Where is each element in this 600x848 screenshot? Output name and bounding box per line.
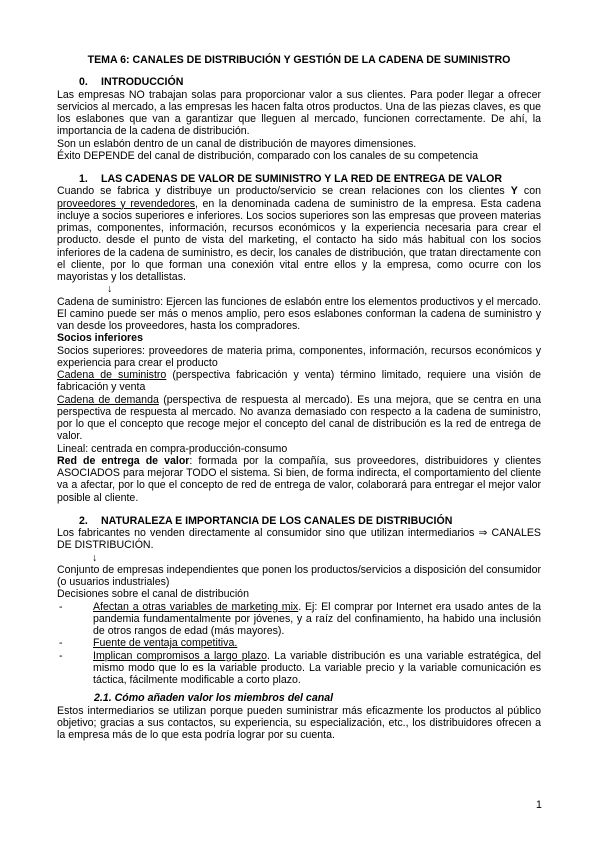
document-title: TEMA 6: CANALES DE DISTRIBUCIÓN Y GESTIÓN DE LA CADENA DE SUMINISTRO: [87, 54, 511, 66]
section-1-heading: [57, 173, 541, 185]
paragraph: Cadena de suministro: Ejercen las funciones de eslabón entre los elementos productivos y el mercado. El camino puede ser más o menos amplio, pero esos eslabones conforman la cadena de suministro y van desde los proveedores, hasta los compradores.: [57, 295, 541, 332]
paragraph: Conjunto de empresas independientes que ponen los productos/servicios a disposición del consumidor (o usuarios industriales): [57, 563, 541, 588]
text-run: : formada por la compañía, sus proveedores, distribuidores y clientes ASOCIADOS para mejorar TODO el sistema. Si bien, de forma indirecta, el comportamiento del cliente va a afectar, por lo que el concepto de red de entrega de valor, colaborará para entregar el mejor valor posible al cliente.: [57, 454, 541, 504]
section-2-heading: [57, 515, 541, 527]
down-arrow-icon: ↓: [92, 551, 98, 564]
down-arrow-icon: ↓: [107, 283, 113, 296]
dash-bullet: -: [59, 600, 63, 613]
section-heading-text: INTRODUCCIÓN: [101, 76, 184, 89]
text-run: Cuando se fabrica y distribuye un producto/servicio se crean relaciones con los clientes: [57, 185, 511, 198]
paragraph: [57, 369, 541, 394]
section-number: 1.: [79, 173, 88, 185]
text-run: . Ej: El comprar por Internet era usado antes de la pandemia fundamentalmente por jóvenes, y a raíz del confinamiento, ha habido una inclusión de otros rangos de edad (más mayores).: [93, 600, 541, 637]
text-run: . La variable distribución es una variable estratégica, del mismo modo que lo es la variable producto. La variable precio y la variable comunicación es táctica, fácilmente modificable a corto plazo.: [93, 649, 541, 686]
paragraph: [57, 394, 541, 443]
bold-text: Y: [510, 185, 518, 198]
paragraph: Son un eslabón dentro de un canal de distribución de mayores dimensiones.: [57, 137, 417, 150]
underlined-text: Cadena de demanda: [57, 393, 159, 406]
underlined-text: Fuente de ventaja competitiva.: [93, 637, 238, 650]
section-heading-text: LAS CADENAS DE VALOR DE SUMINISTRO Y LA RED DE ENTREGA DE VALOR: [101, 173, 503, 185]
dash-bullet: -: [59, 637, 63, 650]
paragraph: Socios superiores: proveedores de materia prima, componentes, información, recursos económicos y experiencia para crear el producto: [57, 344, 541, 369]
decision-list: [57, 601, 541, 687]
paragraph: Las empresas NO trabajan solas para proporcionar valor a sus clientes. Para poder llegar a ofrecer servicios al mercado, a las empresas les hacen falta otros productos. Una de las piezas claves, es que los eslabones que van a garantizar que lleguen al mercado, funcionen correctamente. De ahí, la importancia de la cadena de distribución.: [57, 88, 541, 138]
subsection-heading: 2.1. Cómo añaden valor los miembros del canal: [94, 692, 334, 705]
paragraph: Decisiones sobre el canal de distribución: [57, 588, 249, 601]
paragraph: [57, 455, 541, 504]
text-run: (perspectiva fabricación y venta) término limitado, requiere una visión de fabricación y venta: [57, 369, 541, 394]
paragraph: Los fabricantes no venden directamente al consumidor sino que utilizan intermediarios ⇒ CANALES DE DISTRIBUCIÓN.: [57, 527, 541, 552]
paragraph: [57, 185, 541, 283]
list-item: [57, 650, 541, 687]
bold-text: Red de entrega de valor: [57, 454, 190, 467]
page-content: [57, 54, 541, 741]
text-run: con: [517, 185, 541, 198]
list-item: [57, 601, 541, 638]
section-0-heading: [57, 76, 541, 88]
page-number: 1: [536, 799, 542, 811]
section-number: 0.: [79, 76, 88, 89]
underlined-text: Afectan a otras variables de marketing mix: [93, 600, 299, 613]
dash-bullet: -: [59, 649, 63, 662]
section-number: 2.: [79, 514, 88, 527]
text-run: en la denominada cadena de suministro de la empresa. Esta cadena incluye a socios superiores e inferiores. Los socios superiores son las empresas que proveen materias primas, componentes, información, recursos económicos y la experiencia necesaria para crear el producto. desde el punto de vista del marketing, el contacto ha sido más habitual con los socios inferiores de la cadena de suministro, es decir, los canales de distribución, que tratan directamente con el cliente, por lo que forman una conexión vital entre ellos y la empresa, como ocurre con los mayoristas y los detallistas.: [57, 197, 541, 283]
underlined-text: Cadena de suministro: [57, 369, 167, 381]
underlined-text: Implican compromisos a largo plazo: [93, 649, 268, 662]
subheading: Socios inferiores: [57, 332, 143, 345]
paragraph: Lineal: centrada en compra-producción-consumo: [57, 442, 288, 455]
paragraph: Éxito DEPENDE del canal de distribución, comparado con los canales de su competencia: [57, 149, 479, 162]
list-item: [57, 637, 541, 649]
text-run: (perspectiva de respuesta al mercado). Es una mejora, que se centra en una perspectiva de respuesta al mercado. No avanza demasiado con respecto a la cadena de suministro, por lo que el concepto que recoge mejor el concepto del canal de distribución es la red de entrega de valor.: [57, 393, 541, 443]
underlined-text: proveedores y revendedores,: [57, 197, 198, 210]
paragraph: Estos intermediarios se utilizan porque pueden suministrar más eficazmente los productos al público objetivo; gracias a sus contactos, su experiencia, su especialización, etc., los distribuidores ofrecen a la empresa más de lo que esta podría lograr por su cuenta.: [57, 704, 541, 741]
section-heading-text: NATURALEZA E IMPORTANCIA DE LOS CANALES DE DISTRIBUCIÓN: [101, 514, 453, 527]
